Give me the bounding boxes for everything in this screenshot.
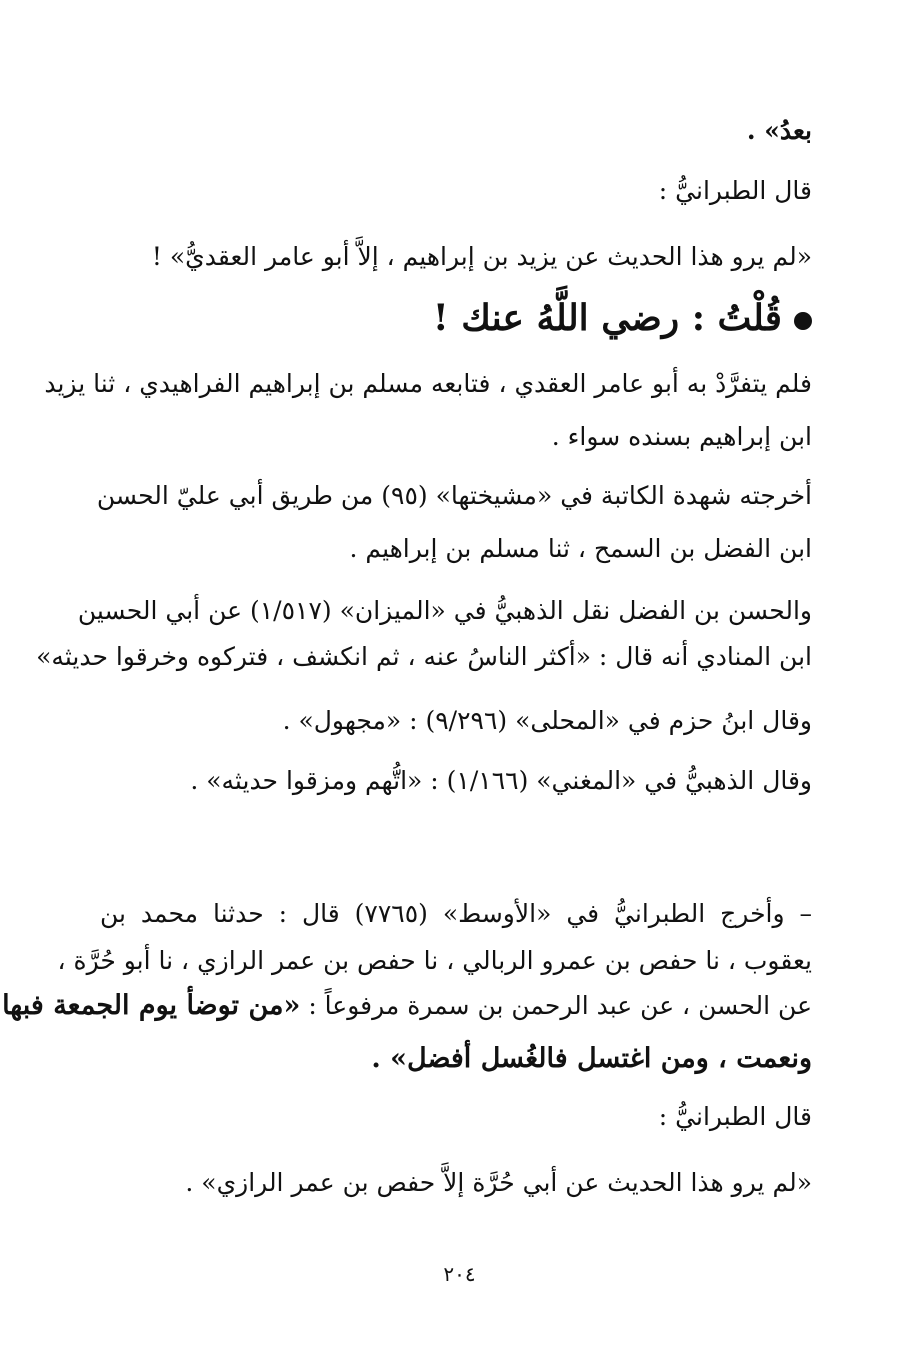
text-line: قال الطبرانيُّ : (658, 1102, 812, 1131)
text-line: بعدُ» . (746, 116, 812, 145)
page-number: ٢٠٤ (443, 1262, 476, 1286)
text-line: وقال ابنُ حزم في «المحلى» (٩/٢٩٦) : «مجهول» . (282, 706, 812, 735)
text-plain: عن الحسن ، عن عبد الرحمن بن سمرة مرفوعاً : (308, 991, 812, 1020)
page-body (2, 100, 812, 1330)
heading-text: قُلْتُ : رضي اللَّهُ عنك ! (432, 297, 782, 339)
text-line: ابن إبراهيم بسنده سواء . (551, 422, 812, 451)
text-line: ابن الفضل بن السمح ، ثنا مسلم بن إبراهيم . (349, 534, 812, 563)
text-line: «لم يرو هذا الحديث عن أبي حُرَّة إلاَّ حفص بن عمر الرازي» . (185, 1168, 812, 1197)
text-line: والحسن بن الفضل نقل الذهبيُّ في «الميزان» (١/٥١٧) عن أبي الحسين (77, 596, 812, 625)
text-bold: «من توضأ يوم الجمعة فبها (2, 990, 301, 1021)
text-line: ونعمت ، ومن اغتسل فالغُسل أفضل» . (371, 1043, 812, 1074)
bullet-icon (794, 312, 812, 330)
text-line: يعقوب ، نا حفص بن عمرو الربالي ، نا حفص بن عمر الرازي ، نا أبو حُرَّة ، (57, 946, 812, 975)
text-line: «لم يرو هذا الحديث عن يزيد بن إبراهيم ، إلاَّ أبو عامر العقديُّ» ! (151, 242, 812, 271)
text-line: ابن المنادي أنه قال : «أكثر الناسُ عنه ، ثم انكشف ، فتركوه وخرقوا حديثه» (36, 642, 812, 671)
text-line: قال الطبرانيُّ : (658, 176, 812, 205)
text-line: وقال الذهبيُّ في «المغني» (١/١٦٦) : «اتُّهم ومزقوا حديثه» . (190, 766, 812, 795)
section-heading (433, 293, 812, 343)
text-line: فلم يتفرَّدْ به أبو عامر العقدي ، فتابعه مسلم بن إبراهيم الفراهيدي ، ثنا يزيد (44, 369, 812, 398)
hadith-text: – وأخرج الطبرانيُّ في «الأوسط» (٧٧٦٥) قال : حدثنا محمد بن (100, 899, 812, 928)
text-line (2, 987, 812, 1025)
hadith-line (100, 890, 812, 933)
text-line: أخرجته شهدة الكاتبة في «مشيختها» (٩٥) من طريق أبي عليّ الحسن (96, 481, 812, 510)
